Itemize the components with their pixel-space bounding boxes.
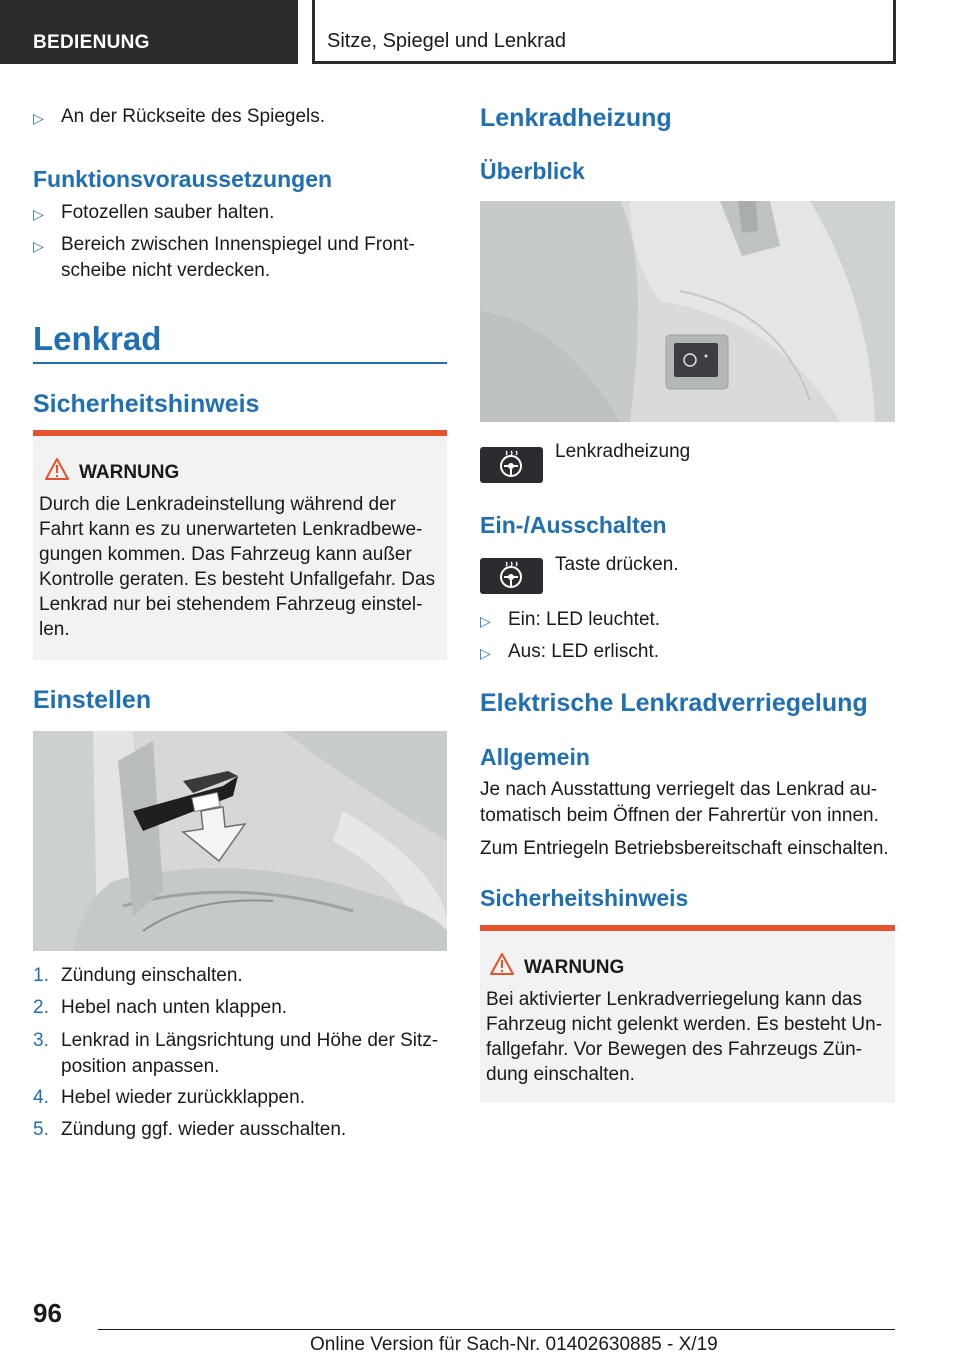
bullet-triangle-icon: ▷ <box>480 613 491 629</box>
heading-ein-ausschalten: Ein-/Ausschalten <box>480 512 667 538</box>
heading-sicherheitshinweis: Sicherheitshinweis <box>480 885 689 911</box>
step-number: 3. <box>33 1030 49 1051</box>
steering-heating-illustration <box>480 201 895 422</box>
steering-heating-button-icon <box>480 558 543 594</box>
steering-heating-button-icon <box>480 447 543 483</box>
step-number: 2. <box>33 997 49 1018</box>
step-item: 1. Zündung einschalten. <box>33 963 447 989</box>
icon-caption: Lenkradheizung <box>555 441 691 462</box>
warning-box <box>33 430 447 660</box>
header-section-tab <box>0 0 298 64</box>
heading-ueberblick: Überblick <box>480 158 585 184</box>
heating-button-image <box>480 201 895 422</box>
heading-lenkrad: Lenkrad <box>33 320 162 357</box>
list-item: ▷ An der Rückseite des Spiegels. <box>33 104 447 131</box>
allgemein-paragraph: Je nach Ausstattung verriegelt das Lenkrad au-tomatisch beim Öffnen der Fahrertür von innen. <box>480 779 879 826</box>
warning-triangle-icon <box>490 953 514 975</box>
warning-title: WARNUNG <box>524 957 625 978</box>
header-section-label: BEDIENUNG <box>33 32 150 53</box>
warning-text: Durch die Lenkradeinstellung während der Fahrt kann es zu unerwarteten Lenkradbewe-gungen kommen. Das Fahrzeug kann außer Kontrolle geraten. Es besteht Unfallgefahr. Das Lenkrad nur bei stehendem Fahrzeug einstel-len. <box>39 494 436 640</box>
steering-heating-icon <box>480 447 543 483</box>
header-chapter-label: Sitze, Spiegel und Lenkrad <box>327 30 567 52</box>
step-item: 2. Hebel nach unten klappen. <box>33 995 447 1021</box>
warning-text: Bei aktivierter Lenkradverriegelung kann das Fahrzeug nicht gelenkt werden. Es besteht Un-fallgefahr. Vor Bewegen des Fahrzeugs Zün-dung einschalten. <box>486 989 883 1085</box>
footer-rule <box>98 1329 895 1330</box>
list-item: ▷ Bereich zwischen Innenspiegel und Front- scheibe nicht verdecken. <box>33 232 447 284</box>
bullet-triangle-icon: ▷ <box>33 206 44 222</box>
taste-text: Taste drücken. <box>555 554 679 575</box>
warning-box <box>480 925 895 1103</box>
heading-sicherheitshinweis: Sicherheitshinweis <box>33 390 260 418</box>
step-number: 4. <box>33 1087 49 1108</box>
step-item: 3. Lenkrad in Längsrichtung und Höhe der Sitz- position anpassen. <box>33 1028 447 1080</box>
step-item: 4. Hebel wieder zurückklappen. <box>33 1085 447 1111</box>
steering-adjust-illustration <box>33 731 447 951</box>
warning-title: WARNUNG <box>79 462 180 483</box>
warning-triangle-icon <box>45 458 69 480</box>
list-item: ▷ Ein: LED leuchtet. <box>480 607 895 634</box>
bullet-triangle-icon: ▷ <box>33 238 44 254</box>
section-rule <box>33 362 447 364</box>
header-chapter-tab <box>312 0 896 64</box>
list-item: ▷ Aus: LED erlischt. <box>480 639 895 666</box>
heading-einstellen: Einstellen <box>33 686 152 714</box>
heading-lenkradverriegelung: Elektrische Lenkradverriegelung <box>480 689 868 717</box>
heading-allgemein: Allgemein <box>480 744 590 770</box>
bullet-triangle-icon: ▷ <box>480 645 491 661</box>
allgemein-paragraph: Zum Entriegeln Betriebsbereitschaft einschalten. <box>480 838 889 859</box>
page-number: 96 <box>33 1298 62 1328</box>
step-number: 5. <box>33 1119 49 1140</box>
bullet-triangle-icon: ▷ <box>33 110 44 126</box>
heading-lenkradheizung: Lenkradheizung <box>480 104 672 132</box>
heading-funktionsvoraussetzungen: Funktionsvoraussetzungen <box>33 166 333 192</box>
list-item: ▷ Fotozellen sauber halten. <box>33 200 447 227</box>
step-item: 5. Zündung ggf. wieder ausschalten. <box>33 1117 447 1143</box>
step-number: 1. <box>33 965 49 986</box>
steering-lever-image <box>33 731 447 951</box>
footer-online-version: Online Version für Sach-Nr. 01402630885 - X/19 <box>310 1334 718 1355</box>
steering-heating-icon <box>480 558 543 594</box>
